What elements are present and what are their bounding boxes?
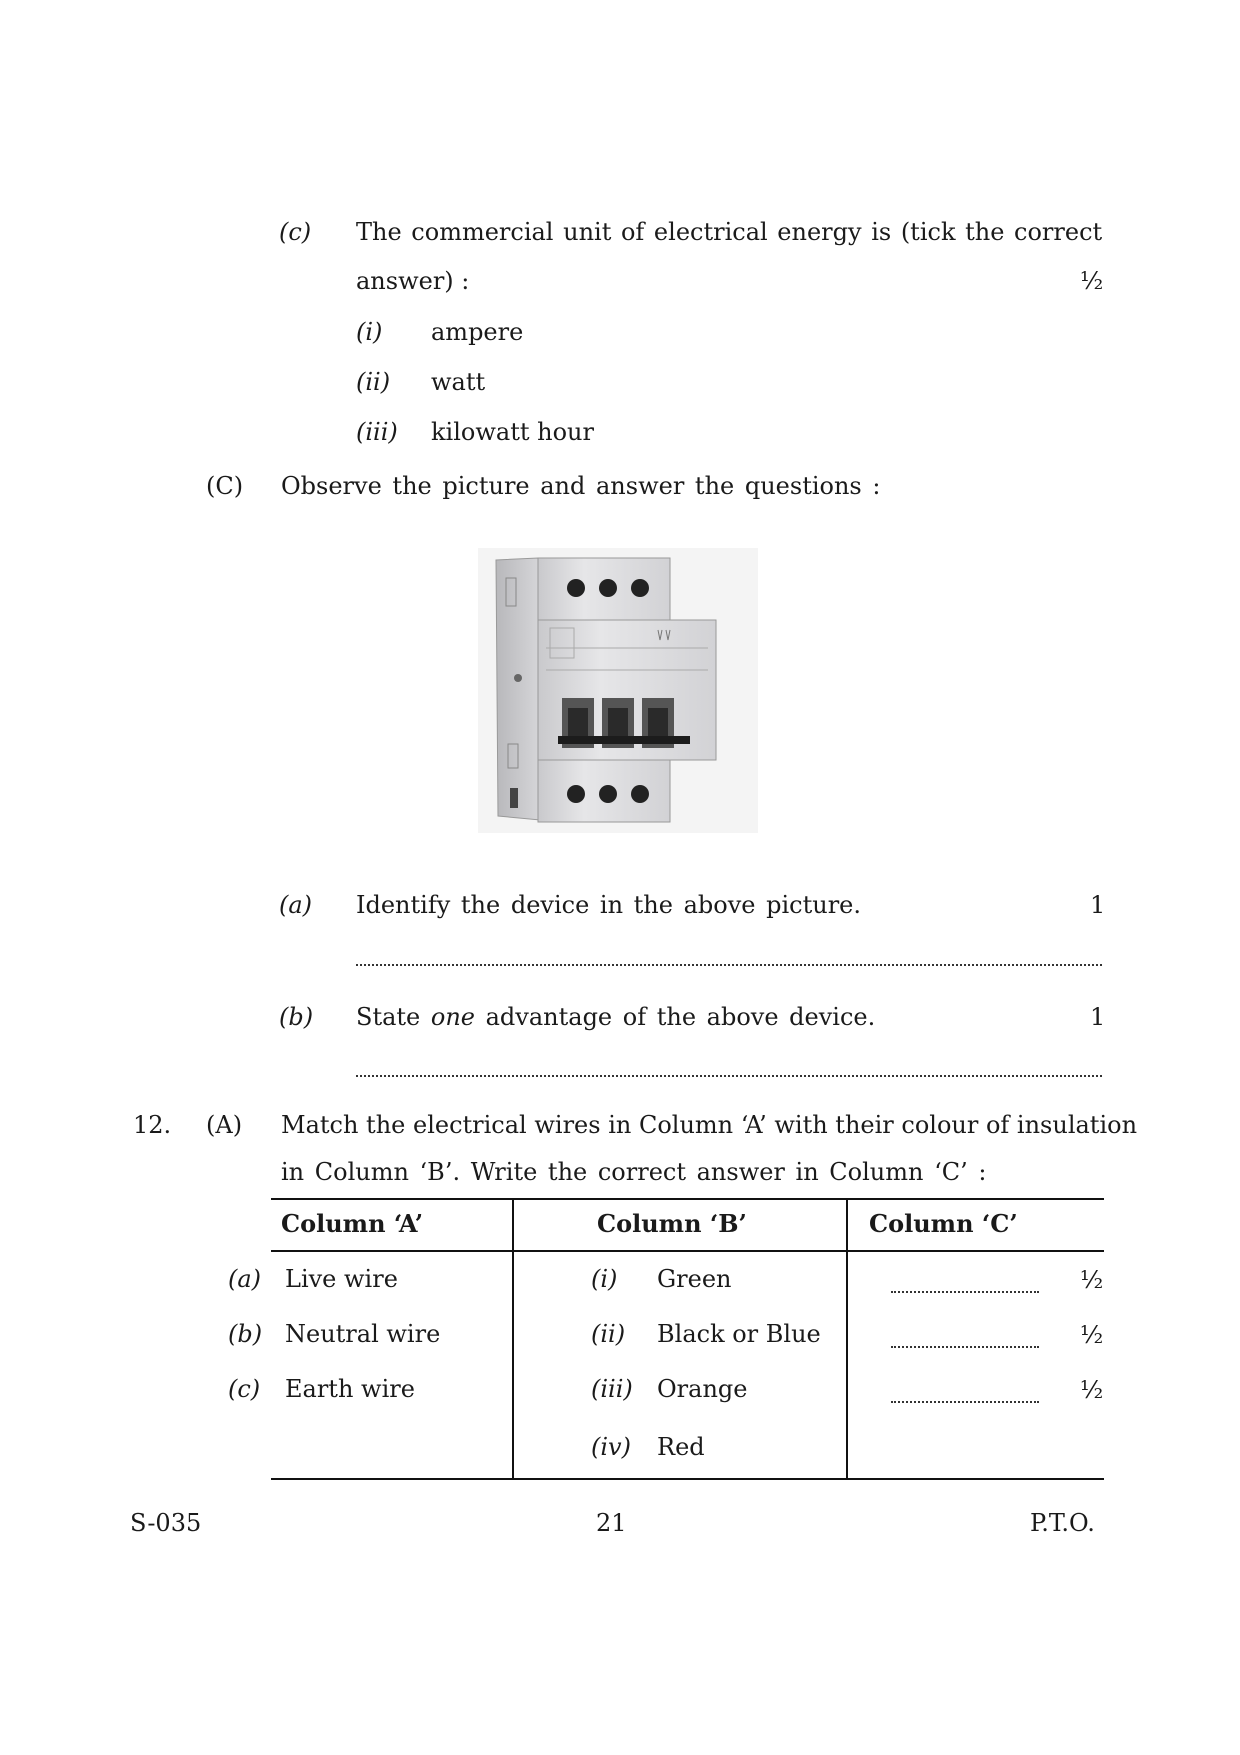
q11c-label: (c) xyxy=(279,218,312,246)
column-c-marks: ½ xyxy=(1080,1321,1104,1349)
column-b-label: (iv) xyxy=(591,1433,631,1461)
sub-b-label: (b) xyxy=(279,1003,314,1031)
column-a-label: (c) xyxy=(228,1375,261,1403)
sub-a-marks: 1 xyxy=(1090,891,1106,919)
table-header-rule xyxy=(271,1250,1104,1252)
page-number: 21 xyxy=(596,1509,627,1537)
column-c-answer-blank[interactable] xyxy=(891,1291,1039,1293)
q11c-text-line2: answer) : xyxy=(356,267,470,295)
table-divider-1 xyxy=(512,1198,514,1480)
column-b-label: (i) xyxy=(591,1265,618,1293)
answer-line-b[interactable] xyxy=(356,1075,1102,1077)
sub-b-text-pre: State xyxy=(356,1003,431,1031)
column-c-answer-blank[interactable] xyxy=(891,1346,1039,1348)
q12-text-line1: Match the electrical wires in Column ‘A’ with their colour of insulation xyxy=(281,1111,1138,1139)
q11c-option-text[interactable]: ampere xyxy=(431,318,524,346)
sub-b-text-emphasis: one xyxy=(430,1003,475,1031)
q11c-option-label: (i) xyxy=(356,318,383,346)
column-b-item: Red xyxy=(657,1433,705,1461)
q11c-text-line1: The commercial unit of electrical energy is (tick the correct xyxy=(356,218,1103,246)
part-c-label: (C) xyxy=(206,472,244,500)
column-a-item: Neutral wire xyxy=(285,1320,441,1348)
column-a-label: (a) xyxy=(228,1265,262,1293)
column-c-marks: ½ xyxy=(1080,1266,1104,1294)
column-b-item: Black or Blue xyxy=(657,1320,821,1348)
column-a-item: Live wire xyxy=(285,1265,398,1293)
part-c-text: Observe the picture and answer the questions : xyxy=(281,472,881,500)
column-c-marks: ½ xyxy=(1080,1376,1104,1404)
table-divider-2 xyxy=(846,1198,848,1480)
column-b-header: Column ‘B’ xyxy=(597,1209,747,1238)
answer-line-a[interactable] xyxy=(356,964,1102,966)
circuit-breaker-image xyxy=(478,548,758,833)
q11c-option-label: (ii) xyxy=(356,368,391,396)
q11c-option-text[interactable]: kilowatt hour xyxy=(431,418,594,446)
column-b-item: Orange xyxy=(657,1375,748,1403)
column-a-header: Column ‘A’ xyxy=(281,1209,424,1238)
q12-text-line2: in Column ‘B’. Write the correct answer in Column ‘C’ : xyxy=(281,1158,987,1186)
q11c-marks: ½ xyxy=(1080,267,1104,295)
table-top-rule xyxy=(271,1198,1104,1200)
q12-part-label: (A) xyxy=(206,1111,243,1139)
column-a-label: (b) xyxy=(228,1320,263,1348)
column-a-item: Earth wire xyxy=(285,1375,415,1403)
please-turn-over: P.T.O. xyxy=(1030,1509,1095,1537)
sub-a-text: Identify the device in the above picture. xyxy=(356,891,861,919)
q11c-option-text[interactable]: watt xyxy=(431,368,486,396)
sub-a-label: (a) xyxy=(279,891,313,919)
sub-b-text xyxy=(356,1003,875,1031)
sub-b-text-post: advantage of the above device. xyxy=(474,1003,876,1031)
sub-b-marks: 1 xyxy=(1090,1003,1106,1031)
paper-code: S-035 xyxy=(130,1509,202,1537)
column-c-answer-blank[interactable] xyxy=(891,1401,1039,1403)
column-b-label: (iii) xyxy=(591,1375,633,1403)
column-c-header: Column ‘C’ xyxy=(869,1209,1018,1238)
q12-number: 12. xyxy=(133,1111,172,1139)
q11c-option-label: (iii) xyxy=(356,418,398,446)
column-b-item: Green xyxy=(657,1265,732,1293)
column-b-label: (ii) xyxy=(591,1320,626,1348)
table-bottom-rule xyxy=(271,1478,1104,1480)
